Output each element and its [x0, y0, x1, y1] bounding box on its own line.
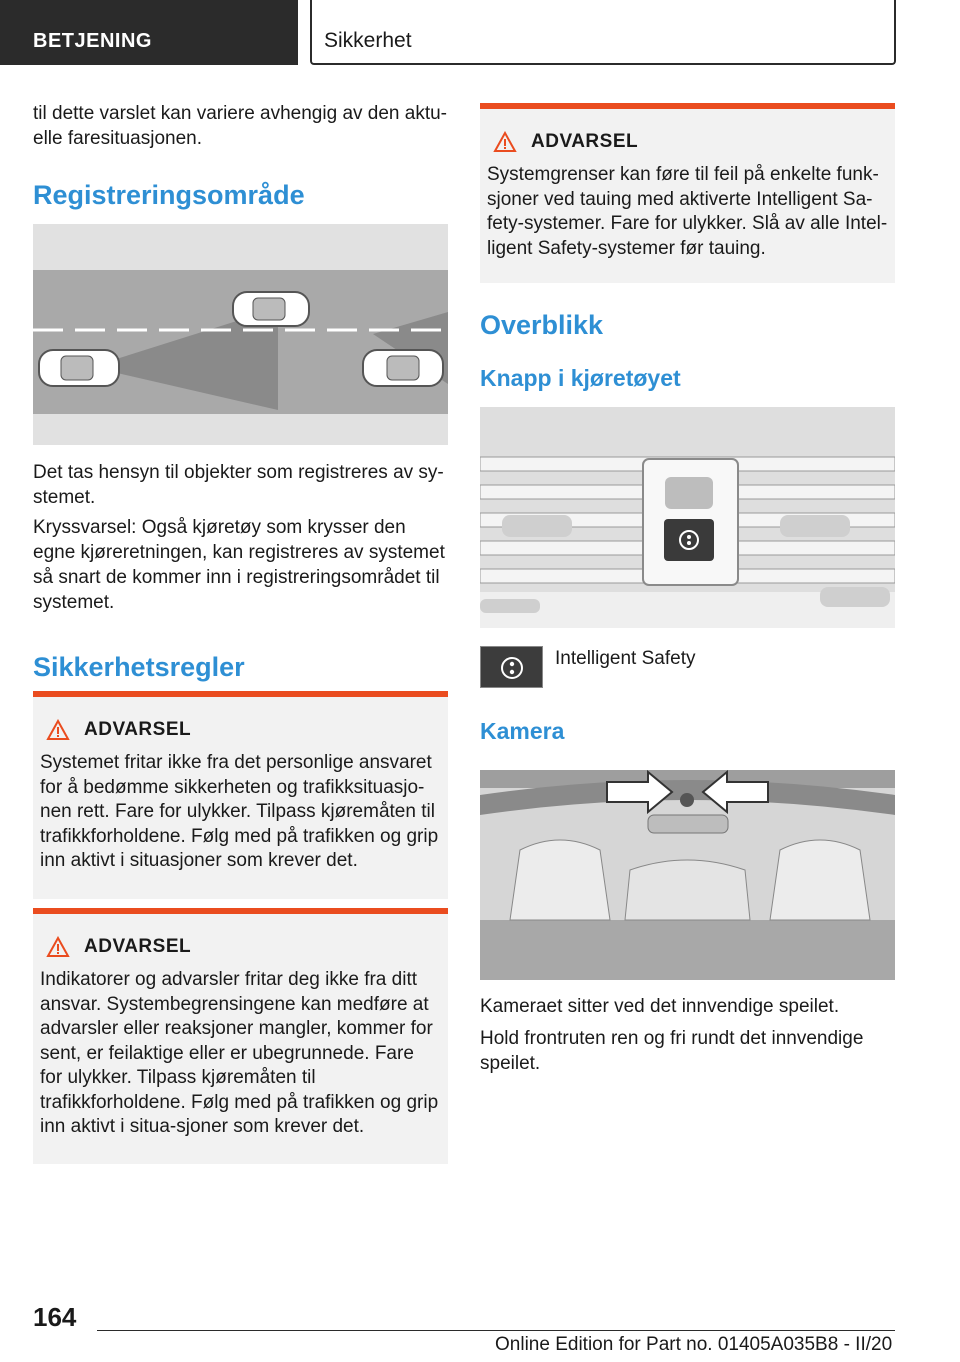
- heading-overview: Overblikk: [480, 310, 604, 340]
- heading-button-in-vehicle: Knapp i kjøretøyet: [480, 365, 681, 391]
- warning-text: Systemet fritar ikke fra det personlige ansvaret for å bedømme sikkerheten og trafikksituasjo-nen rett. Fare for ulykker. Tilpass kjøremåten til trafikkforholdene. Følg med på trafikken og grip inn aktivt i situasjoner som krever det.: [40, 752, 439, 871]
- car-top: [233, 292, 309, 326]
- camera-paragraph-location: Kameraet sitter ved det innvendige speilet.: [480, 996, 840, 1017]
- chapter-tab: [310, 0, 896, 65]
- car-right: [363, 350, 443, 386]
- footer-divider: [97, 1330, 895, 1331]
- button-figure: [480, 407, 895, 628]
- paragraph-cross-traffic: Kryssvarsel: Også kjøretøy som krysser den egne kjøreretningen, kan registreres av systemet så snart de kommer inn i registreringsområdet til systemet.: [33, 517, 445, 613]
- heading-safety-rules: Sikkerhetsregler: [33, 652, 245, 682]
- warning-box-1: [33, 691, 448, 899]
- page-number: 164: [33, 1302, 77, 1332]
- warning-box-2: [33, 908, 448, 1164]
- chapter-label: Sikkerhet: [324, 29, 412, 52]
- paragraph-objects: Det tas hensyn til objekter som registreres av sy-stemet.: [33, 462, 444, 508]
- section-label: BETJENING: [33, 30, 152, 52]
- warning-text: Indikatorer og advarsler fritar deg ikke fra ditt ansvar. Systembegrensingene kan medføre at advarsler eller reaksjoner mangler, kommer for sent, er feilaktige eller er ubegrunnede. Fare for ulykker. Tilpass kjøremåten til trafikkforholdene. Følg med på trafikken og grip inn aktivt i situa-sjoner som krever det.: [40, 969, 439, 1137]
- footer-edition: Online Edition for Part no. 01405A035B8 - II/20: [495, 1334, 893, 1355]
- warning-triangle-icon: [46, 719, 70, 741]
- button-label: Intelligent Safety: [555, 648, 696, 669]
- warning-title: ADVARSEL: [531, 131, 639, 152]
- warning-title: ADVARSEL: [84, 936, 192, 957]
- intelligent-safety-button-icon: [480, 646, 543, 688]
- warning-triangle-icon: [493, 131, 517, 153]
- intro-paragraph: til dette varslet kan variere avhengig av den aktu-elle faresituasjonen.: [33, 103, 448, 149]
- warning-box-3: [480, 103, 895, 283]
- heading-camera: Kamera: [480, 718, 565, 744]
- camera-paragraph-clean: Hold frontruten ren og fri rundt det innvendige speilet.: [480, 1028, 864, 1074]
- warning-title: ADVARSEL: [84, 719, 192, 740]
- warning-text: Systemgrenser kan føre til feil på enkelte funk-sjoner ved tauing med aktiverte Intelligent Sa-fety-systemer. Fare for ulykker. Slå av alle Intel-ligent Safety-systemer før tauing.: [487, 164, 888, 259]
- section-tab: [0, 0, 298, 65]
- camera-figure: [480, 770, 895, 980]
- car-left: [39, 350, 119, 386]
- detection-area-figure: [33, 224, 448, 445]
- heading-detection-area: Registreringsområde: [33, 180, 305, 210]
- warning-triangle-icon: [46, 936, 70, 958]
